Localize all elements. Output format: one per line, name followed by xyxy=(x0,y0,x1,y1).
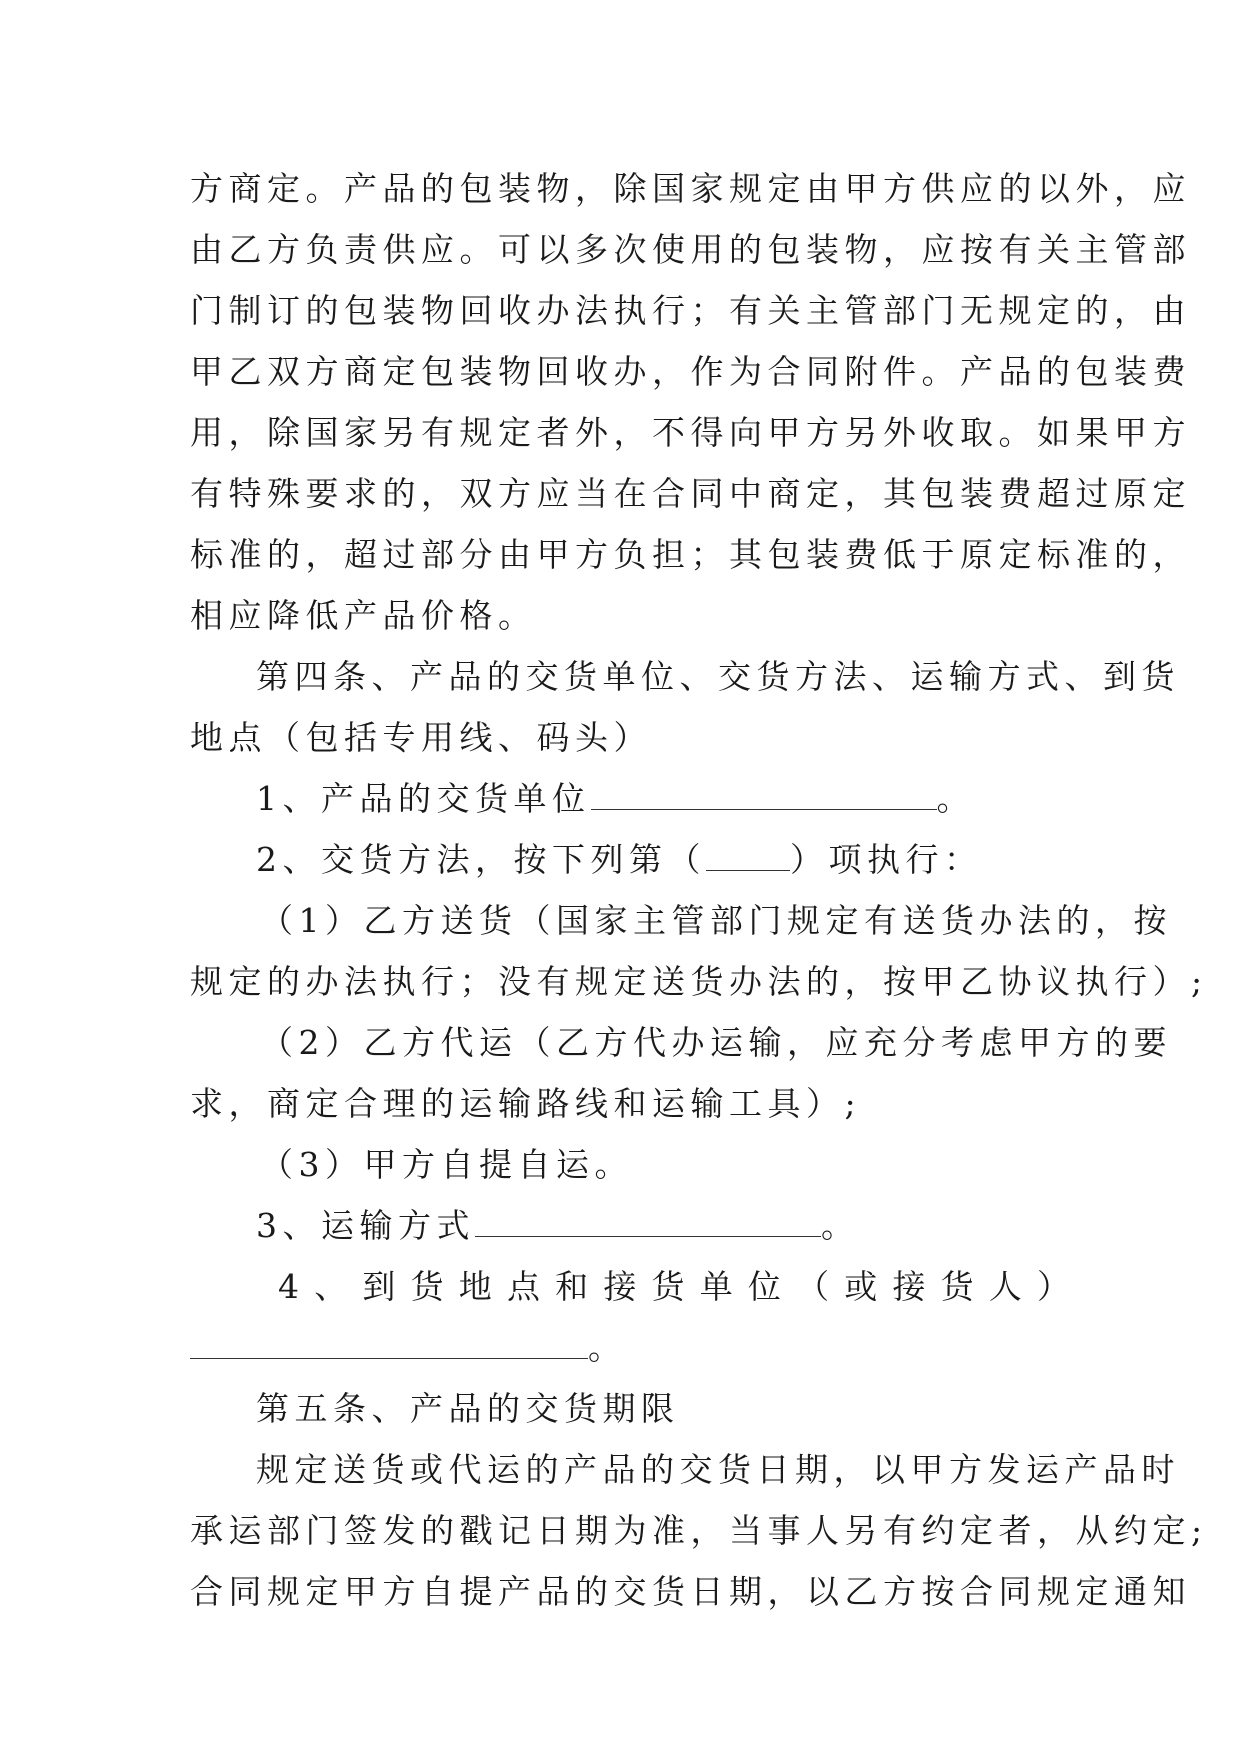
spread-char: 人 xyxy=(988,1267,1022,1306)
item-2-delivery-method xyxy=(190,829,1070,890)
text-line: 由乙方负责供应。可以多次使用的包装物，应按有关主管部 xyxy=(190,230,1191,269)
spread-char: 点 xyxy=(506,1267,540,1306)
spread-char: ） xyxy=(1037,1267,1070,1306)
text-line: 方商定。产品的包装物，除国家规定由甲方供应的以外，应 xyxy=(190,169,1191,208)
document-page xyxy=(190,158,1208,1622)
item-3-label: 3、运输方式 xyxy=(256,1206,475,1245)
text-line: 门制订的包装物回收办法执行；有关主管部门无规定的，由 xyxy=(190,291,1191,330)
text-line: 求，商定合理的运输路线和运输工具）; xyxy=(190,1084,862,1123)
fill-in-blank xyxy=(475,1208,821,1237)
spread-char: 和 xyxy=(555,1267,589,1306)
sub-item-3: （3）甲方自提自运。 xyxy=(260,1145,633,1184)
text-line: 地点（包括专用线、码头） xyxy=(190,718,652,757)
item-3-end: 。 xyxy=(821,1206,860,1245)
spread-char: 到 xyxy=(362,1267,396,1306)
text-line: 规定的办法执行；没有规定送货办法的，按甲乙协议执行）; xyxy=(190,962,1208,1001)
item-4-end: 。 xyxy=(588,1328,627,1367)
sub-item-2: （2）乙方代运（乙方代办运输，应充分考虑甲方的要 xyxy=(260,1023,1172,1062)
item-2-suffix: ）项执行： xyxy=(790,840,983,879)
item-2-prefix: 2、交货方法，按下列第（ xyxy=(256,840,706,879)
fill-in-blank xyxy=(706,842,790,871)
item-3-transport-mode xyxy=(190,1195,1070,1256)
fill-in-blank xyxy=(591,781,937,810)
spread-char: （ xyxy=(796,1267,830,1306)
item-1-end: 。 xyxy=(936,779,975,818)
item-1-delivery-unit xyxy=(190,768,1070,829)
text-line: 标准的，超过部分由甲方负担；其包装费低于原定标准的， xyxy=(190,535,1191,574)
article-4-heading: 第四条、产品的交货单位、交货方法、运输方式、到货 xyxy=(256,657,1180,696)
text-line: 甲乙双方商定包装物回收办，作为合同附件。产品的包装费 xyxy=(190,352,1191,391)
item-4-destination xyxy=(190,1256,1070,1317)
spread-char: 地 xyxy=(458,1267,492,1306)
fill-in-blank xyxy=(190,1330,588,1359)
spread-char: 位 xyxy=(747,1267,781,1306)
spread-char: 接 xyxy=(892,1267,926,1306)
spread-char: 、 xyxy=(314,1267,348,1306)
text-line: 合同规定甲方自提产品的交货日期，以乙方按合同规定通知 xyxy=(190,1572,1191,1611)
text-line: 规定送货或代运的产品的交货日期，以甲方发运产品时 xyxy=(256,1450,1180,1489)
spread-char: 货 xyxy=(651,1267,685,1306)
text-line: 承运部门签发的戳记日期为准，当事人另有约定者，从约定; xyxy=(190,1511,1208,1550)
spread-char: 4 xyxy=(278,1267,299,1306)
article-5-heading: 第五条、产品的交货期限 xyxy=(256,1389,680,1428)
text-line: 用，除国家另有规定者外，不得向甲方另外收取。如果甲方 xyxy=(190,413,1191,452)
spread-char: 货 xyxy=(940,1267,974,1306)
spread-char: 或 xyxy=(844,1267,878,1306)
spread-char: 接 xyxy=(603,1267,637,1306)
sub-item-1: （1）乙方送货（国家主管部门规定有送货办法的，按 xyxy=(260,901,1172,940)
spread-char: 单 xyxy=(699,1267,733,1306)
item-4-blank-line xyxy=(190,1317,1070,1378)
text-line: 相应降低产品价格。 xyxy=(190,596,537,635)
text-line: 有特殊要求的，双方应当在合同中商定，其包装费超过原定 xyxy=(190,474,1191,513)
spread-char: 货 xyxy=(410,1267,444,1306)
item-1-label: 1、产品的交货单位 xyxy=(256,779,591,818)
